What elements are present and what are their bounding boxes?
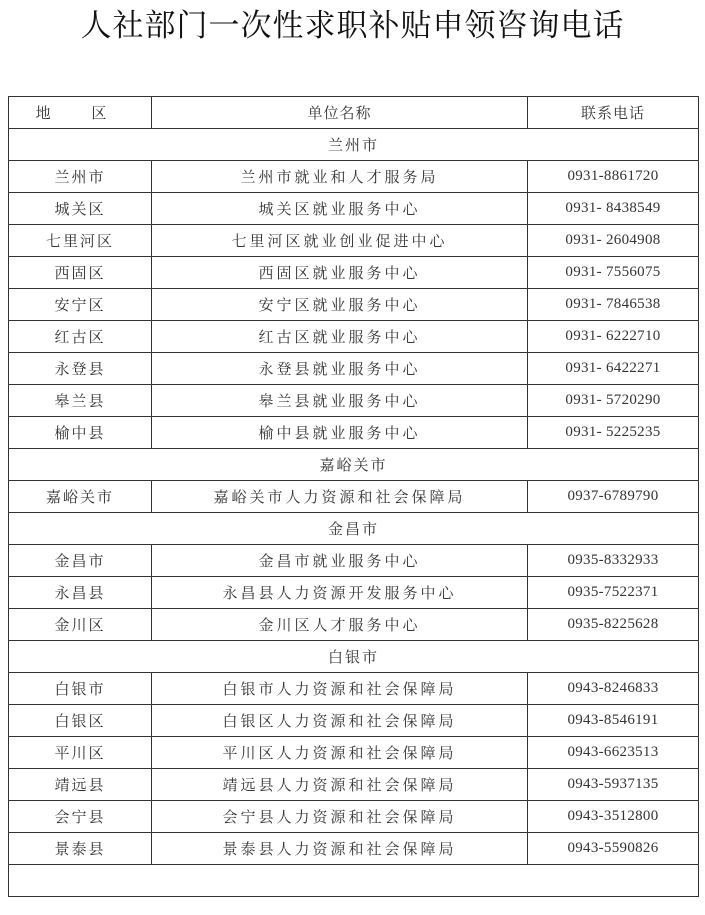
cell-unit: 西固区就业服务中心 xyxy=(152,257,528,289)
table-row xyxy=(9,673,699,705)
cell-unit: 皋兰县就业服务中心 xyxy=(152,385,528,417)
cell-region: 西固区 xyxy=(9,257,152,289)
cell-region: 红古区 xyxy=(9,321,152,353)
table-row xyxy=(9,193,699,225)
cell-phone: 0937-6789790 xyxy=(528,481,699,513)
cell-region: 七里河区 xyxy=(9,225,152,257)
cell-phone: 0943-3512800 xyxy=(528,801,699,833)
cell-region: 白银区 xyxy=(9,705,152,737)
cell-phone: 0931- 5720290 xyxy=(528,385,699,417)
table-row xyxy=(9,481,699,513)
cell-region: 榆中县 xyxy=(9,417,152,449)
cell-unit: 红古区就业服务中心 xyxy=(152,321,528,353)
cell-unit: 兰州市就业和人才服务局 xyxy=(152,161,528,193)
table-row xyxy=(9,577,699,609)
column-header-region: 地 区 xyxy=(9,97,152,129)
cell-unit: 景泰县人力资源和社会保障局 xyxy=(152,833,528,865)
page-title: 人社部门一次性求职补贴申领咨询电话 xyxy=(80,8,625,44)
table-row xyxy=(9,257,699,289)
group-title: 嘉峪关市 xyxy=(9,449,699,481)
group-row xyxy=(9,449,699,481)
cell-phone: 0931-8861720 xyxy=(528,161,699,193)
cell-phone: 0943-5937135 xyxy=(528,769,699,801)
table-row xyxy=(9,545,699,577)
table-row xyxy=(9,225,699,257)
cell-unit: 永昌县人力资源开发服务中心 xyxy=(152,577,528,609)
cell-phone: 0943-6623513 xyxy=(528,737,699,769)
cell-region: 安宁区 xyxy=(9,289,152,321)
cell-region: 皋兰县 xyxy=(9,385,152,417)
cell-unit: 永登县就业服务中心 xyxy=(152,353,528,385)
cell-region: 金川区 xyxy=(9,609,152,641)
cell-phone: 0931- 6222710 xyxy=(528,321,699,353)
cell-phone: 0931- 7556075 xyxy=(528,257,699,289)
column-header-unit: 单位名称 xyxy=(152,97,528,129)
cell-unit: 安宁区就业服务中心 xyxy=(152,289,528,321)
cell-unit: 平川区人力资源和社会保障局 xyxy=(152,737,528,769)
group-row xyxy=(9,129,699,161)
cell-region: 会宁县 xyxy=(9,801,152,833)
cell-unit: 七里河区就业创业促进中心 xyxy=(152,225,528,257)
table-row xyxy=(9,321,699,353)
cell-region: 兰州市 xyxy=(9,161,152,193)
cell-phone: 0931- 7846538 xyxy=(528,289,699,321)
table-row xyxy=(9,769,699,801)
table-row xyxy=(9,705,699,737)
table-row xyxy=(9,385,699,417)
column-header-phone: 联系电话 xyxy=(528,97,699,129)
cell-unit: 金川区人才服务中心 xyxy=(152,609,528,641)
table-row xyxy=(9,161,699,193)
cell-region: 城关区 xyxy=(9,193,152,225)
table-row xyxy=(9,833,699,865)
table-row xyxy=(9,801,699,833)
cell-region: 景泰县 xyxy=(9,833,152,865)
contact-table xyxy=(8,96,699,897)
cell-region: 金昌市 xyxy=(9,545,152,577)
cell-unit: 嘉峪关市人力资源和社会保障局 xyxy=(152,481,528,513)
table-row-cutoff xyxy=(9,865,699,897)
group-row xyxy=(9,513,699,545)
table-row xyxy=(9,289,699,321)
cell-phone: 0931- 6422271 xyxy=(528,353,699,385)
cell-unit: 金昌市就业服务中心 xyxy=(152,545,528,577)
cell-region: 永登县 xyxy=(9,353,152,385)
cell-phone: 0931- 2604908 xyxy=(528,225,699,257)
cell-unit: 靖远县人力资源和社会保障局 xyxy=(152,769,528,801)
cell-region: 白银市 xyxy=(9,673,152,705)
cell-phone: 0943-8246833 xyxy=(528,673,699,705)
cell-unit: 白银市人力资源和社会保障局 xyxy=(152,673,528,705)
group-title: 兰州市 xyxy=(9,129,699,161)
cell-region: 永昌县 xyxy=(9,577,152,609)
table-row xyxy=(9,417,699,449)
cell-unit: 白银区人力资源和社会保障局 xyxy=(152,705,528,737)
group-title: 金昌市 xyxy=(9,513,699,545)
cell-unit: 榆中县就业服务中心 xyxy=(152,417,528,449)
table-row xyxy=(9,737,699,769)
cell-unit: 会宁县人力资源和社会保障局 xyxy=(152,801,528,833)
cell-phone: 0931- 8438549 xyxy=(528,193,699,225)
cell-region: 平川区 xyxy=(9,737,152,769)
cell-unit: 城关区就业服务中心 xyxy=(152,193,528,225)
table-row xyxy=(9,609,699,641)
cell-phone: 0943-5590826 xyxy=(528,833,699,865)
cell-phone: 0935-8225628 xyxy=(528,609,699,641)
table-header-row xyxy=(9,97,699,129)
group-row xyxy=(9,641,699,673)
cell-region: 嘉峪关市 xyxy=(9,481,152,513)
cell-phone: 0935-7522371 xyxy=(528,577,699,609)
cell-region: 靖远县 xyxy=(9,769,152,801)
cell-phone: 0931- 5225235 xyxy=(528,417,699,449)
cell-phone: 0943-8546191 xyxy=(528,705,699,737)
table-row xyxy=(9,353,699,385)
group-title: 白银市 xyxy=(9,641,699,673)
cell-phone: 0935-8332933 xyxy=(528,545,699,577)
